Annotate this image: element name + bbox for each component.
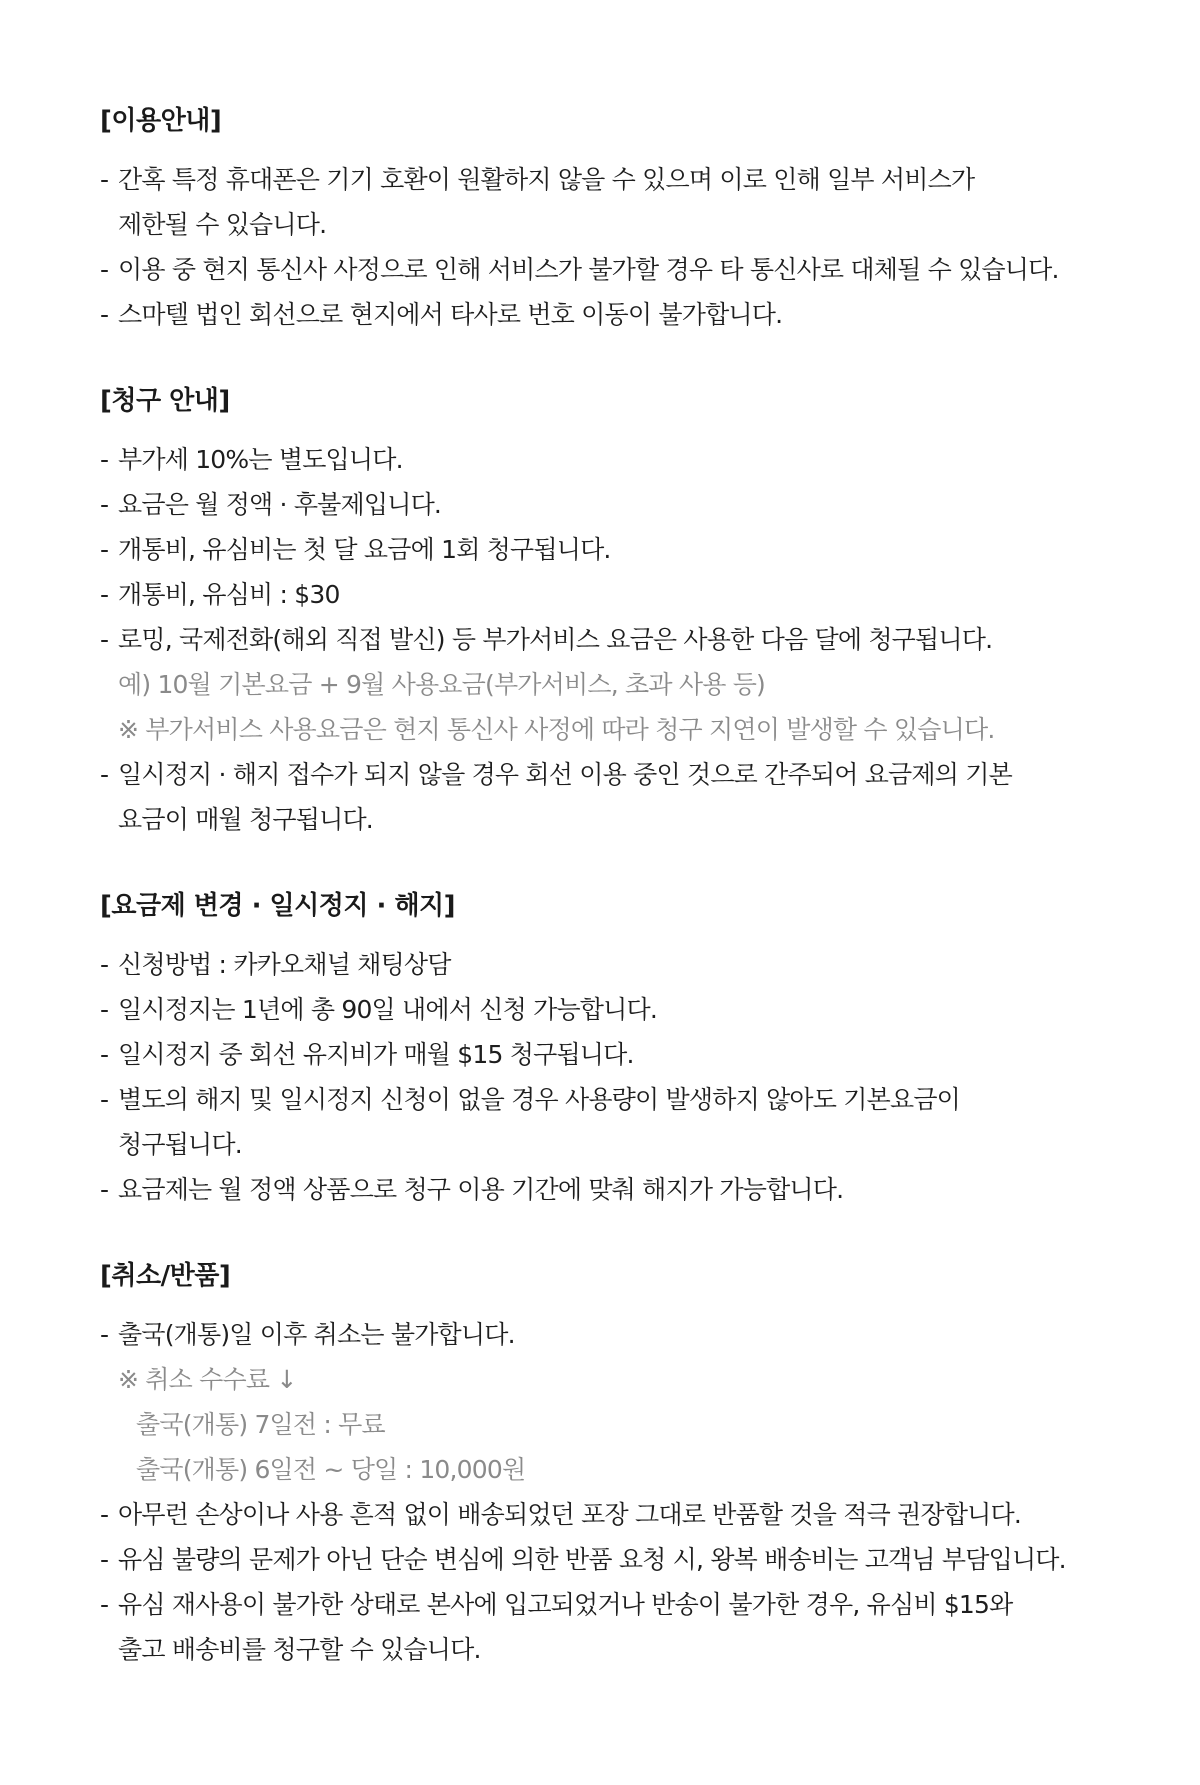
sub-note-text: 출국(개통) 7일전 : 무료 bbox=[136, 1410, 385, 1439]
list-item bbox=[100, 987, 1120, 1032]
dash-marker: - bbox=[100, 300, 109, 329]
list-item-continuation: 요금이 매월 청구됩니다. bbox=[118, 805, 373, 834]
dash-marker: - bbox=[100, 1320, 109, 1349]
dash-marker: - bbox=[100, 445, 109, 474]
list-item-text: 이용 중 현지 통신사 사정으로 인해 서비스가 불가할 경우 타 통신사로 대체될 수 있습니다. bbox=[118, 255, 1059, 284]
section-title: [이용안내] bbox=[100, 106, 222, 136]
dash-marker: - bbox=[100, 950, 109, 979]
list-item bbox=[100, 157, 1120, 202]
list-item bbox=[100, 1312, 1120, 1357]
section-title: [요금제 변경 · 일시정지 · 해지] bbox=[100, 891, 456, 921]
list-item-text: 요금제는 월 정액 상품으로 청구 이용 기간에 맞춰 해지가 가능합니다. bbox=[118, 1175, 844, 1204]
list-item bbox=[100, 1537, 1120, 1582]
dash-marker: - bbox=[100, 580, 109, 609]
list-item bbox=[100, 752, 1120, 797]
dash-marker: - bbox=[100, 1085, 109, 1114]
dash-marker: - bbox=[100, 1545, 109, 1574]
list-item bbox=[100, 527, 1120, 572]
list-item-text: 개통비, 유심비는 첫 달 요금에 1회 청구됩니다. bbox=[118, 535, 611, 564]
dash-marker: - bbox=[100, 535, 109, 564]
list-item bbox=[100, 1032, 1120, 1077]
note-text: 예) 10월 기본요금 + 9월 사용요금(부가서비스, 초과 사용 등) bbox=[118, 670, 765, 699]
list-item-text: 유심 불량의 문제가 아닌 단순 변심에 의한 반품 요청 시, 왕복 배송비는 고객님 부담입니다. bbox=[118, 1545, 1066, 1574]
list-item bbox=[100, 942, 1120, 987]
section-usage-guide bbox=[100, 101, 1120, 337]
list-item-text: 로밍, 국제전화(해외 직접 발신) 등 부가서비스 요금은 사용한 다음 달에 청구됩니다. bbox=[118, 625, 993, 654]
section-cancel-return bbox=[100, 1256, 1120, 1672]
note-text: ※ 취소 수수료 ↓ bbox=[118, 1365, 297, 1394]
dash-marker: - bbox=[100, 1500, 109, 1529]
list-item bbox=[100, 1492, 1120, 1537]
sub-note-text: 출국(개통) 6일전 ~ 당일 : 10,000원 bbox=[136, 1455, 526, 1484]
dash-marker: - bbox=[100, 1590, 109, 1619]
list-item-text: 일시정지는 1년에 총 90일 내에서 신청 가능합니다. bbox=[118, 995, 657, 1024]
list-item bbox=[100, 1077, 1120, 1122]
note-text: ※ 부가서비스 사용요금은 현지 통신사 사정에 따라 청구 지연이 발생할 수 있습니다. bbox=[118, 715, 995, 744]
list-item-text: 출국(개통)일 이후 취소는 불가합니다. bbox=[118, 1320, 515, 1349]
list-item bbox=[100, 482, 1120, 527]
dash-marker: - bbox=[100, 490, 109, 519]
list-item bbox=[100, 247, 1120, 292]
dash-marker: - bbox=[100, 995, 109, 1024]
dash-marker: - bbox=[100, 625, 109, 654]
list-item-text: 일시정지 중 회선 유지비가 매월 $15 청구됩니다. bbox=[118, 1040, 634, 1069]
section-title: [청구 안내] bbox=[100, 386, 230, 416]
dash-marker: - bbox=[100, 1175, 109, 1204]
list-item bbox=[100, 1582, 1120, 1627]
list-item bbox=[100, 617, 1120, 662]
list-item-text: 부가세 10%는 별도입니다. bbox=[118, 445, 403, 474]
list-item-text: 개통비, 유심비 : $30 bbox=[118, 580, 340, 609]
dash-marker: - bbox=[100, 255, 109, 284]
list-item bbox=[100, 437, 1120, 482]
list-item-continuation: 출고 배송비를 청구할 수 있습니다. bbox=[118, 1635, 481, 1664]
list-item-text: 아무런 손상이나 사용 흔적 없이 배송되었던 포장 그대로 반품할 것을 적극 권장합니다. bbox=[118, 1500, 1022, 1529]
section-plan-change bbox=[100, 886, 1120, 1212]
dash-marker: - bbox=[100, 760, 109, 789]
list-item-text: 스마텔 법인 회선으로 현지에서 타사로 번호 이동이 불가합니다. bbox=[118, 300, 783, 329]
list-item bbox=[100, 572, 1120, 617]
list-item-text: 간혹 특정 휴대폰은 기기 호환이 원활하지 않을 수 있으며 이로 인해 일부 서비스가 bbox=[118, 165, 975, 194]
list-item-continuation: 제한될 수 있습니다. bbox=[118, 210, 327, 239]
list-item bbox=[100, 1167, 1120, 1212]
list-item-text: 별도의 해지 및 일시정지 신청이 없을 경우 사용량이 발생하지 않아도 기본요금이 bbox=[118, 1085, 961, 1114]
list-item-text: 요금은 월 정액 · 후불제입니다. bbox=[118, 490, 442, 519]
dash-marker: - bbox=[100, 1040, 109, 1069]
dash-marker: - bbox=[100, 165, 109, 194]
list-item-text: 신청방법 : 카카오채널 채팅상담 bbox=[118, 950, 451, 979]
list-item-text: 일시정지 · 해지 접수가 되지 않을 경우 회선 이용 중인 것으로 간주되어 요금제의 기본 bbox=[118, 760, 1012, 789]
section-billing-guide bbox=[100, 381, 1120, 842]
list-item bbox=[100, 292, 1120, 337]
list-item-continuation: 청구됩니다. bbox=[118, 1130, 242, 1159]
list-item-text: 유심 재사용이 불가한 상태로 본사에 입고되었거나 반송이 불가한 경우, 유심비 $15와 bbox=[118, 1590, 1013, 1619]
section-title: [취소/반품] bbox=[100, 1261, 231, 1291]
